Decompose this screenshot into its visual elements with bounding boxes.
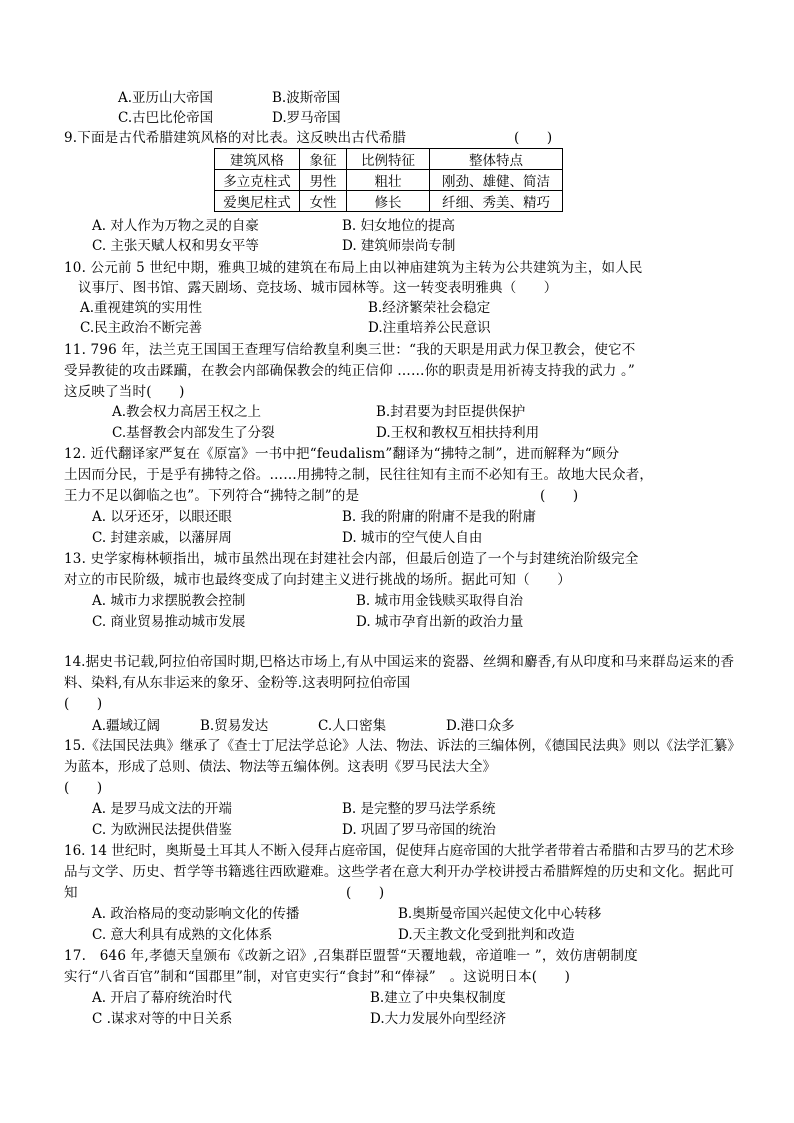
q15-answer-blank: ( ) bbox=[64, 780, 103, 796]
q17-option-a: A. 开启了幕府统治时代 bbox=[92, 990, 232, 1006]
table-row bbox=[215, 170, 563, 191]
q17-stem-line-2: 实行“八省百官”制和“国郡里”制，对官吏实行“食封”和“俸禄” 。这说明日本( ) bbox=[64, 969, 571, 985]
q12-stem-line-3: 王力不足以御临之也”。下列符合“拂特之制”的是 bbox=[64, 488, 360, 504]
q9-answer-blank: ( ) bbox=[514, 130, 553, 146]
table-header-cell: 整体特点 bbox=[430, 149, 563, 170]
q13-option-a: A. 城市力求摆脱教会控制 bbox=[92, 593, 246, 609]
q15-option-c: C. 为欧洲民法提供借鉴 bbox=[92, 822, 232, 838]
q14-option-a: A.疆域辽阔 bbox=[92, 718, 161, 734]
table-row bbox=[215, 191, 563, 212]
q12-option-b: B. 我的附庸的附庸不是我的附庸 bbox=[342, 509, 537, 525]
q11-stem-line-1: 11. 796 年，法兰克王国国王查理写信给教皇利奥三世：“我的天职是用武力保卫教会，使它不 bbox=[64, 342, 636, 358]
q13-stem-line-1: 13. 史学家梅林顿指出，城市虽然出现在封建社会内部，但最后创造了一个与封建统治阶级完全 bbox=[64, 551, 639, 567]
q17-option-c: C .谋求对等的中日关系 bbox=[92, 1011, 233, 1027]
q12-answer-blank: ( ) bbox=[540, 488, 579, 504]
q14-option-d: D.港口众多 bbox=[446, 718, 515, 734]
table-header-cell: 建筑风格 bbox=[215, 149, 300, 170]
q16-option-c: C. 意大利具有成熟的文化体系 bbox=[92, 927, 273, 943]
table-cell: 修长 bbox=[347, 191, 430, 212]
q15-option-d: D. 巩固了罗马帝国的统治 bbox=[342, 822, 496, 838]
q12-option-a: A. 以牙还牙，以眼还眼 bbox=[92, 509, 232, 525]
table-cell: 爱奥尼柱式 bbox=[215, 191, 300, 212]
q13-stem-line-2: 对立的市民阶级，城市也最终变成了向封建主义进行挑战的场所。据此可知（ ） bbox=[64, 572, 571, 588]
q10-option-b: B.经济繁荣社会稳定 bbox=[368, 300, 491, 316]
q12-option-c: C. 封建亲戚，以藩屏周 bbox=[92, 530, 232, 546]
q9-option-d: D. 建筑师崇尚专制 bbox=[342, 238, 456, 254]
q10-option-d: D.注重培养公民意识 bbox=[368, 320, 491, 336]
q14-option-b: B.贸易发达 bbox=[200, 718, 269, 734]
q8-option-a: A.亚历山大帝国 bbox=[118, 90, 214, 106]
q10-option-a: A.重视建筑的实用性 bbox=[80, 300, 203, 316]
q15-option-b: B. 是完整的罗马法学系统 bbox=[342, 801, 496, 817]
q10-stem-line-2: 议事厅、图书馆、露天剧场、竞技场、城市园林等。这一转变表明雅典（ ） bbox=[78, 280, 558, 296]
table-cell: 多立克柱式 bbox=[215, 170, 300, 191]
q8-option-c: C.古巴比伦帝国 bbox=[118, 110, 214, 126]
q11-option-c: C.基督教会内部发生了分裂 bbox=[112, 425, 275, 441]
q17-option-b: B.建立了中央集权制度 bbox=[370, 990, 506, 1006]
q9-option-a: A. 对人作为万物之灵的自豪 bbox=[92, 218, 259, 234]
q12-option-d: D. 城市的空气使人自由 bbox=[342, 530, 483, 546]
q11-option-a: A.教会权力高居王权之上 bbox=[112, 404, 262, 420]
q12-stem-line-2: 土因而分民，于是乎有拂特之俗。……用拂特之制，民往往知有主而不必知有王。故地大民众者， bbox=[64, 467, 654, 483]
q11-stem-line-3: 这反映了当时( ) bbox=[64, 384, 185, 400]
q12-stem-line-1: 12. 近代翻译家严复在《原富》一书中把“feudalism”翻译为“拂特之制”，进而解释为“顾分 bbox=[64, 446, 620, 462]
q10-option-c: C.民主政治不断完善 bbox=[80, 320, 203, 336]
q13-option-b: B. 城市用金钱赎买取得自治 bbox=[356, 593, 524, 609]
q16-answer-blank: ( ) bbox=[346, 885, 385, 901]
q15-option-a: A. 是罗马成文法的开端 bbox=[92, 801, 232, 817]
q14-option-c: C.人口密集 bbox=[318, 718, 387, 734]
table-cell: 女性 bbox=[300, 191, 347, 212]
table-cell: 纤细、秀美、精巧 bbox=[430, 191, 563, 212]
q11-option-d: D.王权和教权互相扶持利用 bbox=[376, 425, 540, 441]
q13-option-d: D. 城市孕育出新的政治力量 bbox=[356, 614, 524, 630]
q16-option-a: A. 政治格局的变动影响文化的传播 bbox=[92, 906, 300, 922]
table-cell: 男性 bbox=[300, 170, 347, 191]
q9-stem: 9.下面是古代希腊建筑风格的对比表。这反映出古代希腊 bbox=[64, 130, 407, 146]
q8-option-b: B.波斯帝国 bbox=[272, 90, 341, 106]
table-cell: 粗壮 bbox=[347, 170, 430, 191]
q15-stem: 15.《法国民法典》继承了《查士丁尼法学总论》人法、物法、诉法的三编体例，《德国民法典》则以《法学汇纂》为蓝本，形成了总则、债法、物法等五编体例。这表明《罗马民法大全》 bbox=[64, 738, 734, 775]
q16-option-b: B.奥斯曼帝国兴起使文化中心转移 bbox=[398, 906, 602, 922]
q9-option-c: C. 主张天赋人权和男女平等 bbox=[92, 238, 259, 254]
table-cell: 刚劲、雄健、简洁 bbox=[430, 170, 563, 191]
q11-option-b: B.封君要为封臣提供保护 bbox=[376, 404, 526, 420]
q14-stem: 14.据史书记载,阿拉伯帝国时期,巴格达市场上,有从中国运来的瓷器、丝绸和麝香,有从印度和马来群岛运来的香料、染料,有从东非运来的象牙、金粉等.这表明阿拉伯帝国 bbox=[64, 654, 734, 691]
q17-stem-line-1: 17. 646 年,孝德天皇颁布《改新之诏》,召集群臣盟誓“天覆地载，帝道唯一 ”，效仿唐朝制度 bbox=[64, 948, 638, 964]
q16-option-d: D.天主教文化受到批判和改造 bbox=[398, 927, 575, 943]
q16-stem: 16. 14 世纪时，奥斯曼土耳其人不断入侵拜占庭帝国，促使拜占庭帝国的大批学者带着古希腊和古罗马的艺术珍品与文学、历史、哲学等书籍逃往西欧避难。这些学者在意大利开办学校讲授古希腊辉煌的历史和文化。据此可知 bbox=[64, 843, 734, 901]
table-header-cell: 象征 bbox=[300, 149, 347, 170]
q9-option-b: B. 妇女地位的提高 bbox=[342, 218, 456, 234]
q14-answer-blank: ( ) bbox=[64, 696, 103, 712]
table-header-row bbox=[215, 149, 563, 170]
q11-stem-line-2: 受异教徒的攻击蹂躏，在教会内部确保教会的纯正信仰 ……你的职责是用祈祷支持我的武力 。” bbox=[64, 363, 636, 379]
table-header-cell: 比例特征 bbox=[347, 149, 430, 170]
q9-architecture-table bbox=[214, 148, 563, 212]
q10-stem-line-1: 10. 公元前 5 世纪中期，雅典卫城的建筑在布局上由以神庙建筑为主转为公共建筑为主，如人民 bbox=[64, 260, 643, 276]
q17-option-d: D.大力发展外向型经济 bbox=[370, 1011, 507, 1027]
q13-option-c: C. 商业贸易推动城市发展 bbox=[92, 614, 246, 630]
q8-option-d: D.罗马帝国 bbox=[272, 110, 341, 126]
